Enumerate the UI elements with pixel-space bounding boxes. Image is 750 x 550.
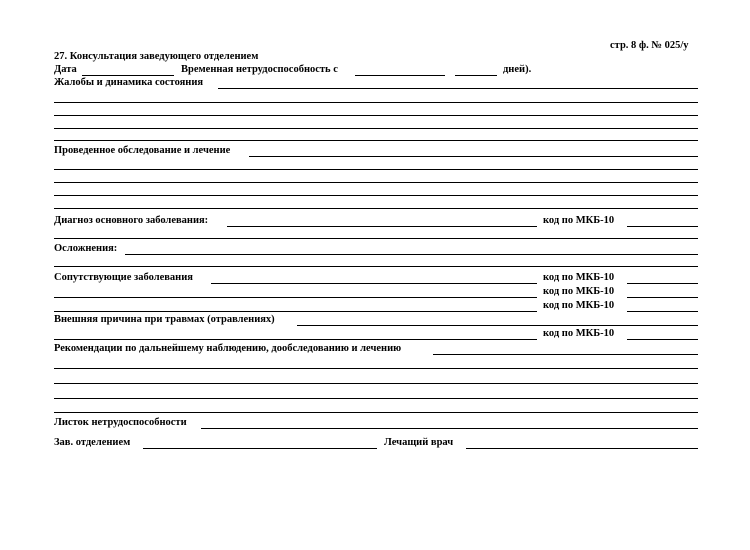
complaints-label: Жалобы и динамика состояния (54, 77, 204, 88)
complaints-field[interactable] (218, 88, 698, 89)
icd-label: код по МКБ-10 (543, 328, 615, 339)
comorbid-label: Сопутствующие заболевания (54, 272, 193, 283)
complaints-line[interactable] (54, 140, 698, 141)
disability-start-field[interactable] (355, 75, 445, 76)
examination-field[interactable] (249, 156, 698, 157)
examination-line[interactable] (54, 208, 698, 209)
icd-label: код по МКБ-10 (543, 286, 615, 297)
examination-line[interactable] (54, 182, 698, 183)
sick-leave-label: Листок нетрудоспособности (54, 417, 187, 428)
external-cause-line[interactable] (54, 339, 537, 340)
external-cause-icd-field[interactable] (627, 339, 698, 340)
sick-leave-field[interactable] (201, 428, 698, 429)
recommendations-field[interactable] (433, 354, 698, 355)
complaints-line[interactable] (54, 128, 698, 129)
head-of-department-label: Зав. отделением (54, 437, 131, 448)
comorbid-icd-field[interactable] (627, 283, 698, 284)
section-title: 27. Консультация заведующего отделением (54, 51, 259, 62)
comorbid-field[interactable] (211, 283, 537, 284)
external-cause-field[interactable] (297, 325, 698, 326)
complaints-line[interactable] (54, 115, 698, 116)
icd-label: код по МКБ-10 (543, 300, 615, 311)
complications-label: Осложнения: (54, 243, 118, 254)
days-suffix: дней). (503, 64, 532, 75)
main-diagnosis-label: Диагноз основного заболевания: (54, 215, 209, 226)
recommendations-line[interactable] (54, 368, 698, 369)
complaints-line[interactable] (54, 102, 698, 103)
main-diagnosis-icd-field[interactable] (627, 226, 698, 227)
recommendations-label: Рекомендации по дальнейшему наблюдению, дообследованию и лечению (54, 343, 402, 354)
comorbid-line[interactable] (54, 297, 537, 298)
comorbid-icd-field[interactable] (627, 311, 698, 312)
complications-line[interactable] (54, 266, 698, 267)
main-diagnosis-line[interactable] (54, 238, 698, 239)
icd-label: код по МКБ-10 (543, 215, 615, 226)
attending-doctor-signature-field[interactable] (466, 448, 698, 449)
comorbid-icd-field[interactable] (627, 297, 698, 298)
examination-line[interactable] (54, 195, 698, 196)
main-diagnosis-field[interactable] (227, 226, 537, 227)
icd-label: код по МКБ-10 (543, 272, 615, 283)
recommendations-line[interactable] (54, 383, 698, 384)
page-reference: стр. 8 ф. № 025/у (610, 40, 689, 51)
disability-days-field[interactable] (455, 75, 497, 76)
examination-line[interactable] (54, 169, 698, 170)
comorbid-line[interactable] (54, 311, 537, 312)
date-label: Дата (54, 64, 77, 75)
recommendations-line[interactable] (54, 412, 698, 413)
recommendations-line[interactable] (54, 398, 698, 399)
date-field[interactable] (82, 75, 174, 76)
external-cause-label: Внешняя причина при травмах (отравлениях) (54, 314, 275, 325)
complications-field[interactable] (125, 254, 698, 255)
attending-doctor-label: Лечащий врач (384, 437, 454, 448)
disability-label: Временная нетрудоспособность с (181, 64, 338, 75)
examination-label: Проведенное обследование и лечение (54, 145, 231, 156)
head-of-department-signature-field[interactable] (143, 448, 377, 449)
